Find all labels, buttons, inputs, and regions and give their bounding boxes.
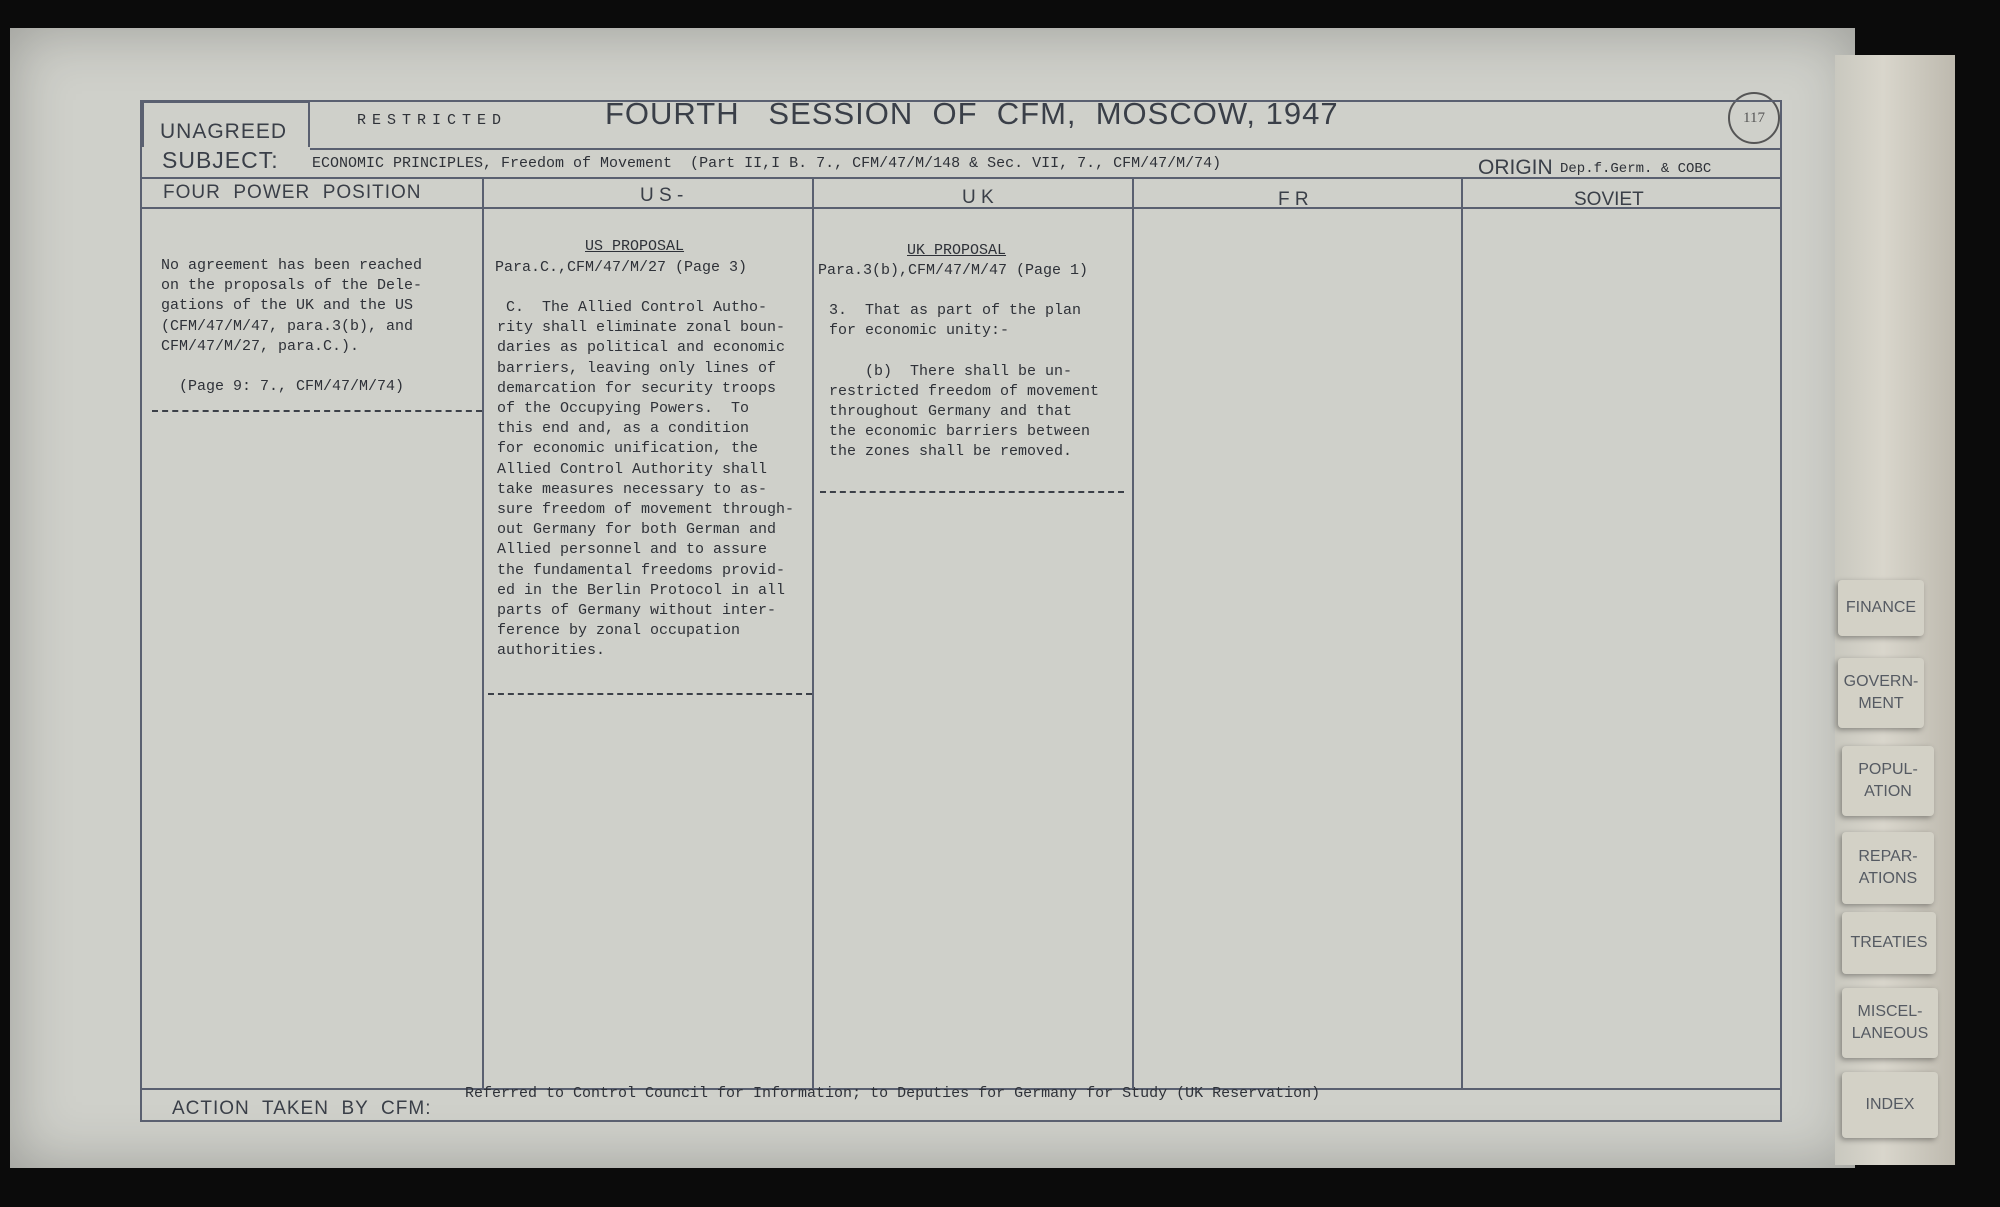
us-proposal-heading: US PROPOSAL <box>585 238 685 255</box>
origin-text: Dep.f.Germ. & COBC <box>1560 161 1712 177</box>
subject-label: SUBJECT: <box>162 147 279 173</box>
four-power-text: No agreement has been reached on the proposals of the Dele- gations of the UK and the US (CFM/47/M/47, para.3(b), and CFM/47/M/27, para.C.). (Page 9: 7., CFM/47/M/74) <box>161 257 423 396</box>
four-power-end-rule <box>152 410 482 412</box>
col-header-four-power: FOUR POWER POSITION <box>163 182 422 203</box>
us-proposal-ref: Para.C.,CFM/47/M/27 (Page 3) <box>495 259 748 276</box>
tab-population[interactable]: POPUL- ATION <box>1842 746 1934 816</box>
tab-treaties[interactable]: TREATIES <box>1842 912 1936 974</box>
tab-miscellaneous[interactable]: MISCEL- LANEOUS <box>1842 988 1938 1058</box>
us-end-rule <box>488 693 812 695</box>
tab-finance[interactable]: FINANCE <box>1838 580 1924 636</box>
us-proposal-body: C. The Allied Control Autho- rity shall eliminate zonal boun- daries as political and economic barriers, leaving only lines of demarcation for security troops of the Occupying Powers. To this end and, as a condition for economic unification, the Allied Control Authority shall take measures necessary to as- sure freedom of movement through- out Germany for both German and Allied personnel and to assure the fundamental freedoms provid- ed in the Berlin Protocol in all parts of Germany without inter- ference by zonal occupation authorities. <box>497 299 795 660</box>
status-label: UNAGREED <box>160 120 288 143</box>
page-number: 117 <box>1728 92 1780 144</box>
col-header-us: U S - <box>640 185 684 206</box>
col-divider-2 <box>812 177 814 1088</box>
uk-proposal-heading: UK PROPOSAL <box>907 242 1007 259</box>
tab-government[interactable]: GOVERN- MENT <box>1838 658 1924 728</box>
uk-proposal-body: 3. That as part of the plan for economic unity:- (b) There shall be un- restricted freedom of movement throughout Germany and that the economic barriers between the zones shall be removed. <box>829 302 1100 461</box>
classification-label: RESTRICTED <box>357 112 508 129</box>
uk-proposal-ref: Para.3(b),CFM/47/M/47 (Page 1) <box>818 262 1089 279</box>
col-header-fr: F R <box>1278 189 1309 210</box>
col-header-uk: U K <box>962 187 994 208</box>
uk-end-rule <box>820 491 1124 493</box>
action-taken-text: Referred to Control Council for Information; to Deputies for Germany for Study (UK Reservation) <box>465 1085 1321 1102</box>
col-divider-3 <box>1132 177 1134 1088</box>
document-title: FOURTH SESSION OF CFM, MOSCOW, 1947 <box>605 96 1339 131</box>
col-divider-4 <box>1461 177 1463 1088</box>
col-divider-1 <box>482 177 484 1088</box>
action-taken-label: ACTION TAKEN BY CFM: <box>172 1098 432 1119</box>
subject-text: ECONOMIC PRINCIPLES, Freedom of Movement (Part II,I B. 7., CFM/47/M/148 & Sec. VII, 7., CFM/47/M/74) <box>312 155 1222 172</box>
tab-reparations[interactable]: REPAR- ATIONS <box>1842 832 1934 904</box>
col-header-soviet: SOVIET <box>1574 189 1644 210</box>
tab-index[interactable]: INDEX <box>1842 1072 1938 1138</box>
origin-label: ORIGIN <box>1478 156 1553 179</box>
